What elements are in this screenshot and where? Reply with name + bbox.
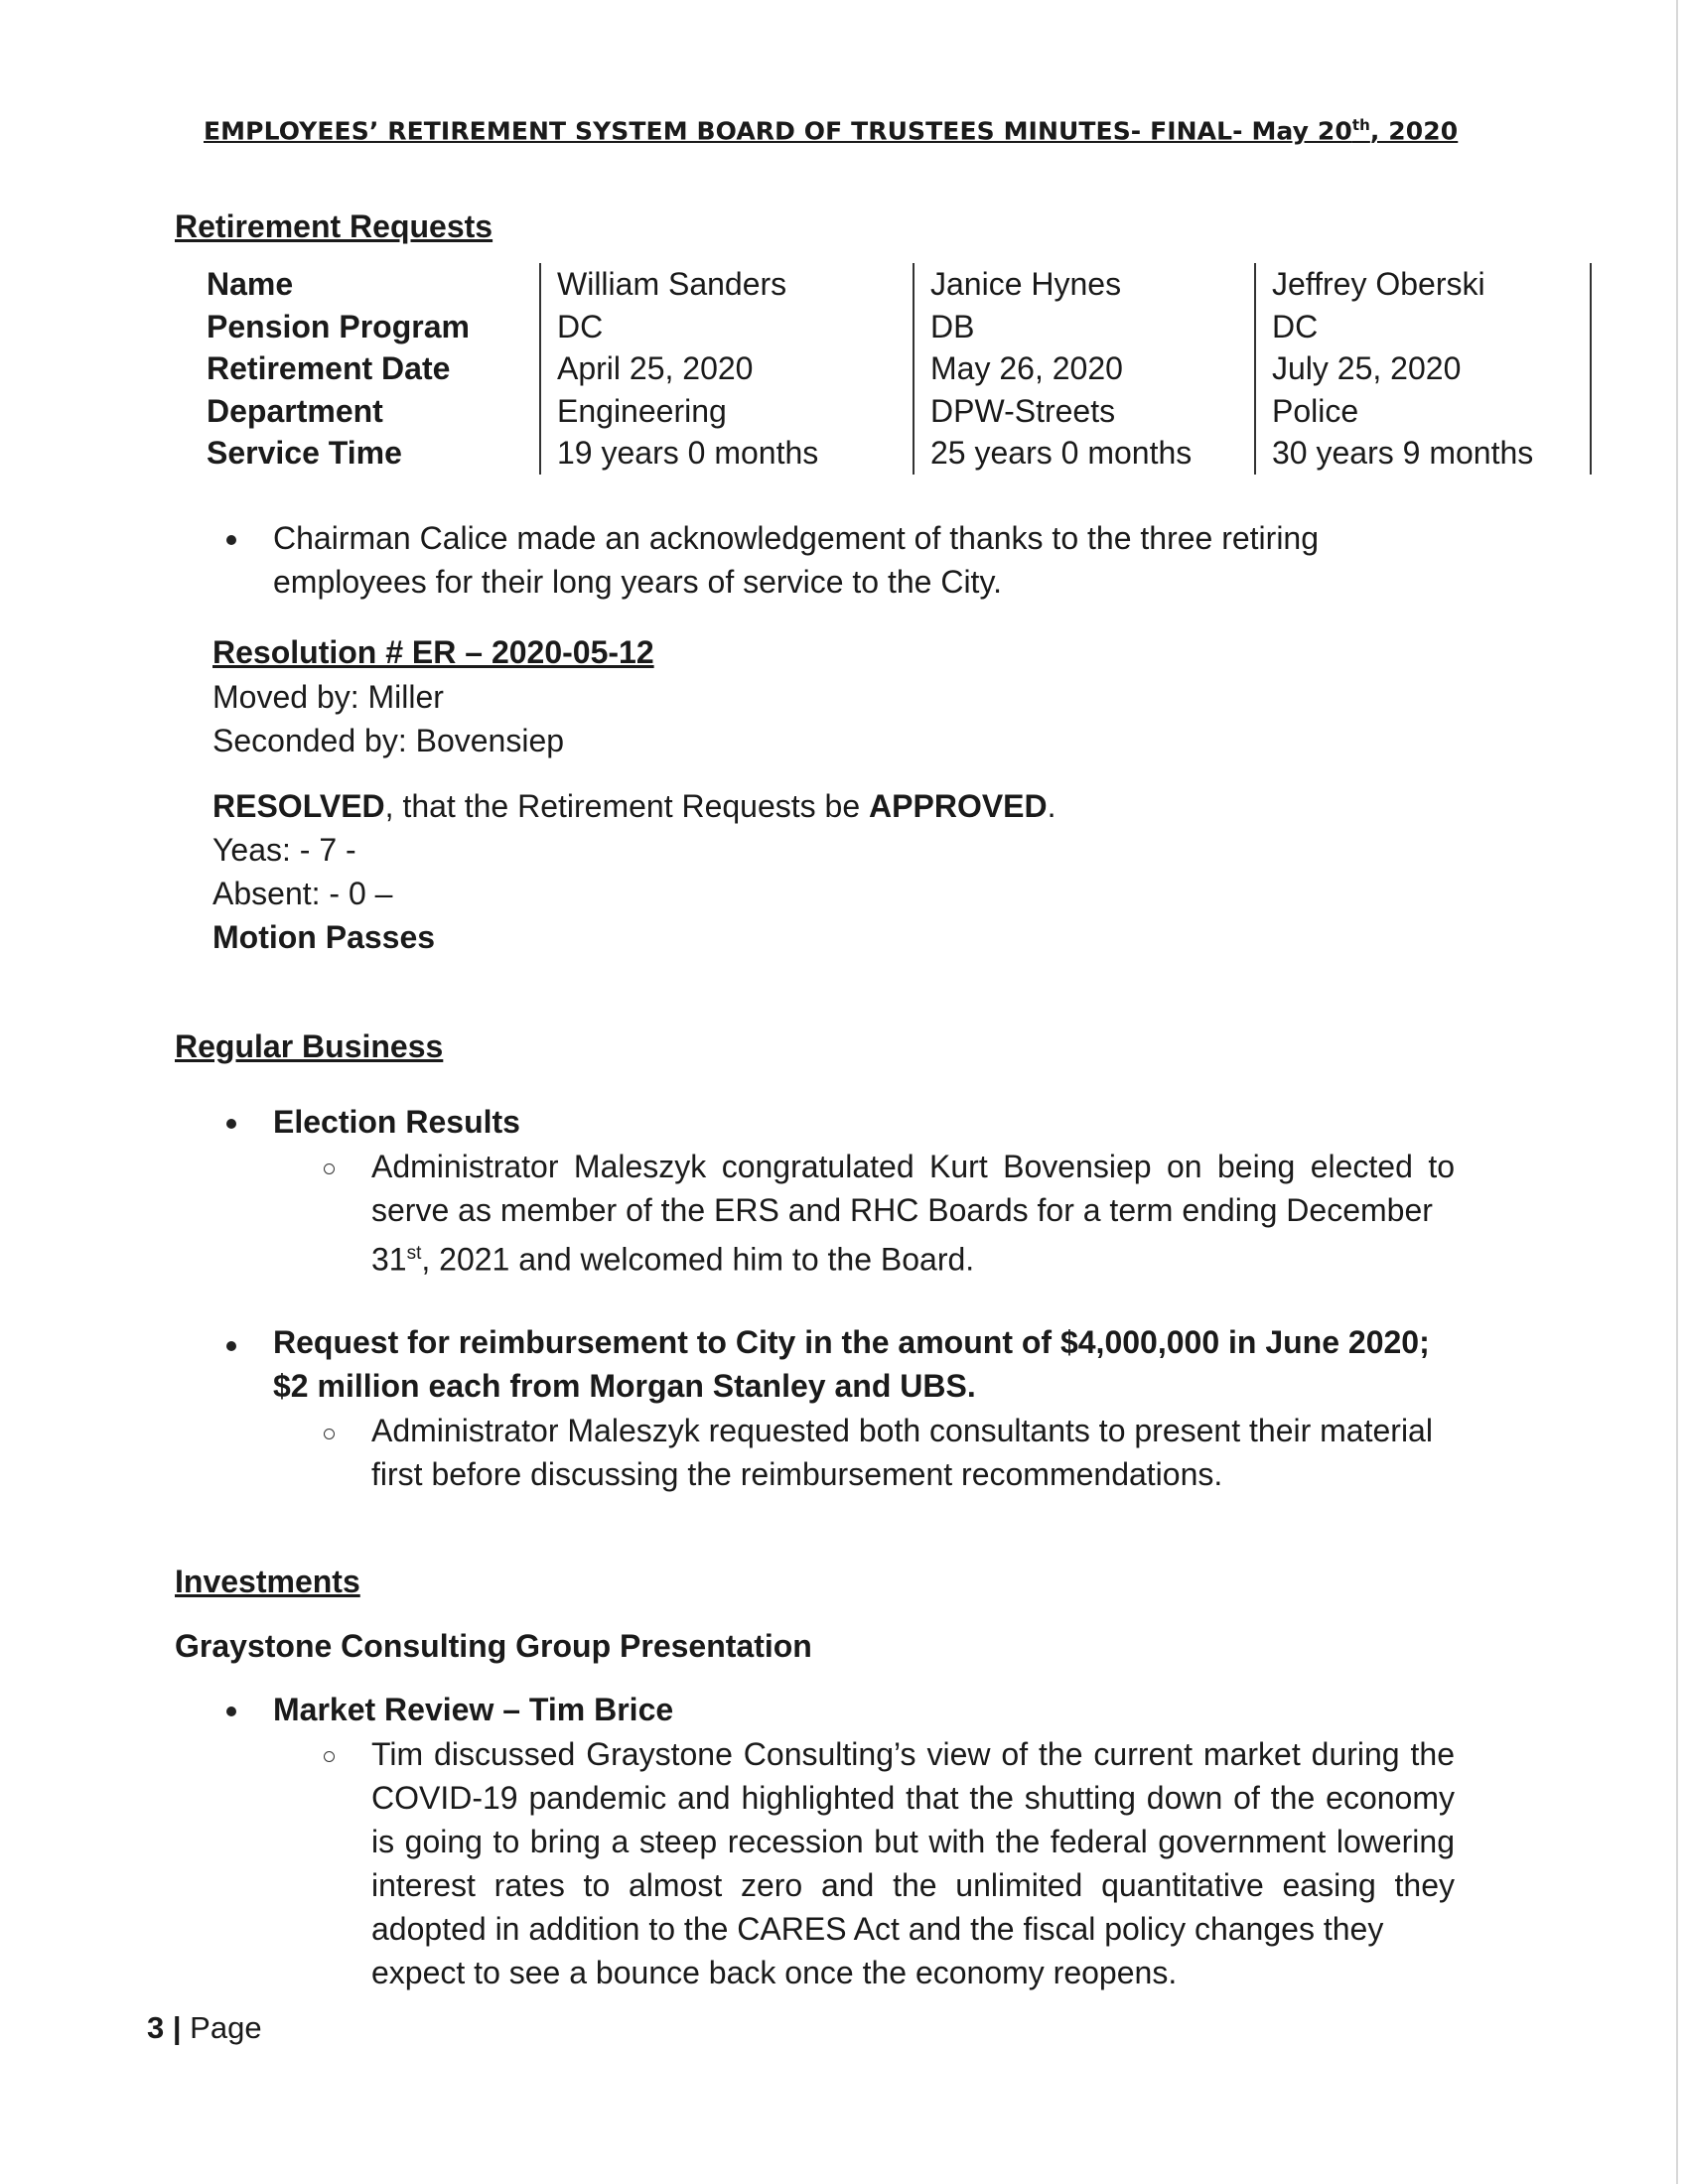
- moved-by: Moved by: Miller: [212, 679, 444, 715]
- row-label: Name: [207, 266, 294, 302]
- table-cell: Police: [1255, 390, 1591, 433]
- sub-bullet-icon: [324, 1429, 335, 1439]
- row-label: Retirement Date: [207, 350, 451, 386]
- table-cell: William Sanders: [540, 263, 914, 306]
- paragraph-line: interest rates to almost zero and the unlimited quantitative easing they: [371, 1867, 1455, 1903]
- retirement-requests-heading: Retirement Requests: [175, 208, 493, 244]
- table-cell: 30 years 9 months: [1255, 432, 1591, 475]
- reimbursement-title-line: $2 million each from Morgan Stanley and UBS.: [273, 1368, 976, 1404]
- table-cell: DC: [540, 306, 914, 348]
- table-cell: Jeffrey Oberski: [1255, 263, 1591, 306]
- row-label: Pension Program: [207, 308, 470, 344]
- paragraph-line: Chairman Calice made an acknowledgement of thanks to the three retiring: [273, 520, 1320, 556]
- table-row: [207, 263, 1591, 306]
- table-row: [207, 306, 1591, 348]
- bullet-icon: [226, 1341, 236, 1351]
- table-cell: 19 years 0 months: [540, 432, 914, 475]
- table-row: [207, 390, 1591, 433]
- table-cell: April 25, 2020: [540, 347, 914, 390]
- table-row: [207, 347, 1591, 390]
- retirement-requests-table: [207, 263, 1592, 475]
- paragraph-text: , 2021 and welcomed him to the Board.: [421, 1241, 975, 1278]
- acknowledgement-paragraph: [273, 516, 1455, 604]
- motion-result: Motion Passes: [212, 919, 436, 955]
- reimbursement-line: Administrator Maleszyk requested both consultants to present their material: [371, 1413, 1433, 1448]
- table-cell: 25 years 0 months: [914, 432, 1255, 475]
- reimbursement-line: first before discussing the reimbursement recommendations.: [371, 1456, 1223, 1492]
- investments-heading: Investments: [175, 1564, 360, 1599]
- resolved-end: .: [1047, 788, 1056, 824]
- bullet-icon: [226, 1706, 236, 1716]
- regular-business-heading: Regular Business: [175, 1028, 444, 1064]
- absent-count: Absent: - 0 –: [212, 876, 393, 911]
- title-main: EMPLOYEES’ RETIREMENT SYSTEM BOARD OF TRUSTEES MINUTES- FINAL- May 20: [204, 116, 1352, 146]
- election-results-title: Election Results: [273, 1104, 520, 1140]
- reimbursement-title-line: Request for reimbursement to City in the amount of $4,000,000 in June 2020;: [273, 1324, 1430, 1360]
- approved-word: APPROVED: [869, 788, 1048, 824]
- paragraph-line: expect to see a bounce back once the economy reopens.: [371, 1955, 1178, 1990]
- sub-bullet-icon: [324, 1163, 335, 1174]
- title-year: , 2020: [1369, 116, 1459, 146]
- title-superscript: th: [1351, 116, 1370, 134]
- paragraph-line: serve as member of the ERS and RHC Boards for a term ending December: [371, 1192, 1433, 1228]
- paragraph-line: [371, 1232, 1455, 1282]
- footer-separator: |: [164, 2010, 191, 2045]
- yeas-count: Yeas: - 7 -: [212, 832, 356, 868]
- market-review-title: Market Review – Tim Brice: [273, 1692, 674, 1727]
- page-label: Page: [190, 2010, 262, 2045]
- paragraph-line: is going to bring a steep recession but with the federal government lowering: [371, 1824, 1455, 1859]
- table-cell: DB: [914, 306, 1255, 348]
- paragraph-line: adopted in addition to the CARES Act and the fiscal policy changes they: [371, 1911, 1384, 1947]
- paragraph-line: employees for their long years of service to the City.: [273, 564, 1002, 600]
- seconded-by: Seconded by: Bovensiep: [212, 723, 565, 758]
- table-cell: DC: [1255, 306, 1591, 348]
- table-cell: Janice Hynes: [914, 263, 1255, 306]
- row-label: Department: [207, 392, 383, 429]
- page-number: 3: [147, 2010, 165, 2045]
- election-results-paragraph: [371, 1145, 1455, 1282]
- page-edge: [1676, 0, 1678, 2184]
- paragraph-line: Tim discussed Graystone Consulting’s view of the current market during the: [371, 1736, 1455, 1772]
- resolved-word: RESOLVED: [212, 788, 385, 824]
- row-label: Service Time: [207, 435, 402, 471]
- bullet-icon: [226, 1119, 236, 1129]
- resolved-text: , that the Retirement Requests be: [384, 788, 870, 824]
- market-review-paragraph: [371, 1732, 1455, 1994]
- document-title: [204, 116, 1494, 145]
- table-cell: July 25, 2020: [1255, 347, 1591, 390]
- table-cell: DPW-Streets: [914, 390, 1255, 433]
- graystone-subheading: Graystone Consulting Group Presentation: [175, 1628, 812, 1664]
- sub-bullet-icon: [324, 1751, 335, 1762]
- table-cell: May 26, 2020: [914, 347, 1255, 390]
- table-cell: Engineering: [540, 390, 914, 433]
- paragraph-line: COVID-19 pandemic and highlighted that the shutting down of the economy: [371, 1780, 1455, 1816]
- bullet-icon: [226, 535, 236, 545]
- table-row: [207, 432, 1591, 475]
- ordinal-suffix: st: [406, 1243, 422, 1264]
- page-footer: [147, 2010, 262, 2046]
- resolution-title: Resolution # ER – 2020-05-12: [212, 634, 654, 670]
- paragraph-line: Administrator Maleszyk congratulated Kurt Bovensiep on being elected to: [371, 1149, 1455, 1184]
- ordinal-number: 31: [371, 1241, 407, 1278]
- resolved-statement: [212, 784, 1056, 828]
